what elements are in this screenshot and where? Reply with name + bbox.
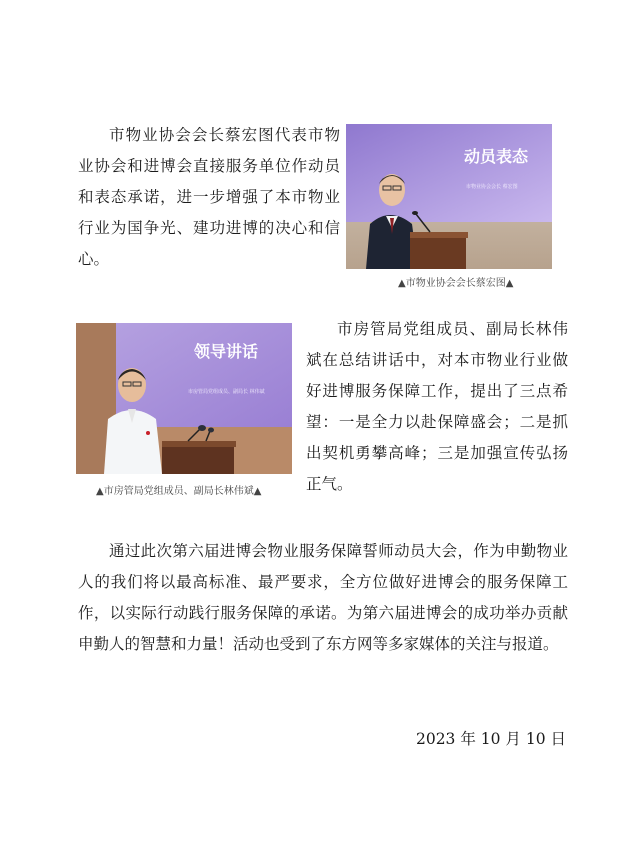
photo-speaker-lin	[76, 323, 292, 474]
paragraph-1: 市物业协会会长蔡宏图代表市物业协会和进博会直接服务单位作动员和表态承诺，进一步增强了本市物业行业为国争光、建功进博的决心和信心。	[78, 126, 340, 268]
photo-speaker-cai	[346, 124, 552, 269]
photo-1-screen-title: 动员表态	[464, 147, 529, 166]
photo-2-screen-title: 领导讲话	[194, 342, 259, 361]
photo-1-illustration	[346, 124, 552, 269]
photo-2-screen-subtitle: 市房管局党组成员、副局长 林伟斌	[188, 389, 265, 395]
photo-2-illustration	[76, 323, 292, 474]
photo-1-caption: ▲市物业协会会长蔡宏图▲	[398, 278, 514, 289]
photo-2-caption: ▲市房管局党组成员、副局长林伟斌▲	[96, 486, 262, 497]
photo-1-screen-subtitle: 市物业协会会长 蔡宏图	[466, 184, 518, 190]
document-date: 2023 年 10 月 10 日	[415, 730, 566, 748]
paragraph-3: 通过此次第六届进博会物业服务保障誓师动员大会，作为申勤物业人的我们将以最高标准、最严要求，全方位做好进博会的服务保障工作，以实际行动践行服务保障的承诺。为第六届进博会的成功举办贡献申勤人的智慧和力量！活动也受到了东方网等多家媒体的关注与报道。	[78, 542, 568, 653]
paragraph-2: 市房管局党组成员、副局长林伟斌在总结讲话中，对本市物业行业做好进博服务保障工作，提出了三点希望：一是全力以赴保障盛会；二是抓出契机勇攀高峰；三是加强宣传弘扬正气。	[306, 320, 568, 493]
